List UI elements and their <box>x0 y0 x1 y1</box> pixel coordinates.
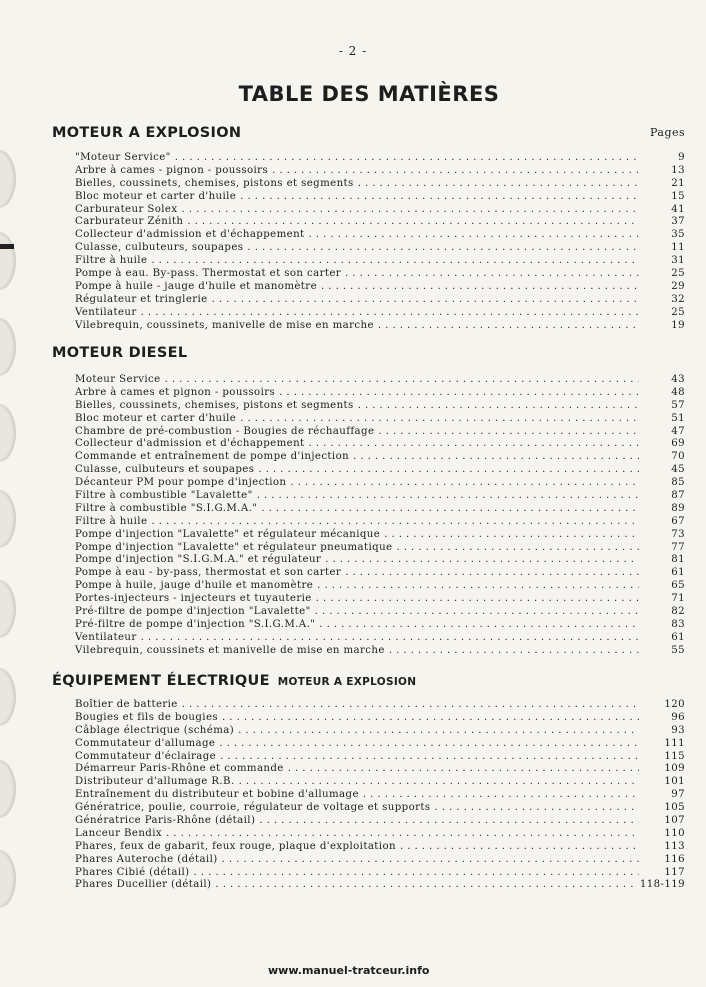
dot-leader <box>345 567 639 580</box>
dot-leader <box>182 204 639 217</box>
toc-entry <box>75 776 685 789</box>
toc-entry-label: Moteur Service <box>75 373 161 385</box>
binder-hole <box>0 404 16 462</box>
toc-entry <box>75 789 685 802</box>
toc-entry <box>75 464 685 477</box>
toc-entry <box>75 191 685 204</box>
toc-entry <box>75 542 685 555</box>
toc-entry <box>75 320 685 333</box>
toc-entry-page: 109 <box>664 763 685 775</box>
dot-leader <box>353 451 639 464</box>
toc-entry-page: 113 <box>664 840 685 852</box>
toc-entry-label: Pré-filtre de pompe d'injection "Lavalette" <box>75 606 311 618</box>
toc-entry-label: Démarreur Paris-Rhône et commande <box>75 763 284 775</box>
toc-entry-label: Commutateur d'allumage <box>75 737 216 749</box>
dot-leader <box>175 152 639 165</box>
toc-entry-page: 105 <box>664 802 685 814</box>
toc-entry <box>75 593 685 606</box>
toc-entry <box>75 374 685 387</box>
toc-entry <box>75 307 685 320</box>
toc-entry <box>75 516 685 529</box>
dot-leader <box>321 281 639 294</box>
edge-mark <box>0 244 14 249</box>
toc-entry-page: 70 <box>671 451 685 463</box>
toc-entry <box>75 281 685 294</box>
toc-entry-label: Arbre à cames - pignon - poussoirs <box>75 164 269 176</box>
dot-leader <box>238 725 639 738</box>
section-subtitle: MOTEUR A EXPLOSION <box>277 676 417 688</box>
toc-entry-page: 83 <box>671 618 685 630</box>
dot-leader <box>239 776 639 789</box>
toc-entry-label: Culasse, culbuteurs, soupapes <box>75 242 244 254</box>
toc-entry-page: 11 <box>671 242 685 254</box>
toc-entry <box>75 477 685 490</box>
toc-entry <box>75 438 685 451</box>
dot-leader <box>309 438 639 451</box>
dot-leader <box>219 738 639 751</box>
toc-entry-label: Phares Auteroche (détail) <box>75 853 218 865</box>
toc-entry-page: 82 <box>671 606 685 618</box>
toc-entry <box>75 165 685 178</box>
toc-entry <box>75 712 685 725</box>
toc-entry-page: 25 <box>671 268 685 279</box>
toc-entry-page: 93 <box>671 724 685 736</box>
dot-leader <box>325 554 639 567</box>
toc-entry-page: 32 <box>671 293 685 305</box>
toc-entry-label: Bloc moteur et carter d'huile <box>75 190 237 202</box>
dot-leader <box>247 242 639 255</box>
toc-entry-label: Phares, feux de gabarit, feux rouge, plaque d'exploitation <box>75 840 396 852</box>
toc-entry-page: 15 <box>671 190 685 202</box>
dot-leader <box>345 268 639 281</box>
toc-entry-label: Commande et entraînement de pompe d'injection <box>75 451 350 463</box>
dot-leader <box>215 879 635 892</box>
dot-leader <box>272 165 639 178</box>
toc-entry-page: 115 <box>664 750 685 762</box>
section-title-moteur-diesel: MOTEUR DIESEL <box>52 345 188 361</box>
dot-leader <box>400 841 639 854</box>
binder-hole <box>0 150 16 208</box>
page-title: TABLE DES MATIÈRES <box>238 82 500 106</box>
dot-leader <box>151 255 639 268</box>
toc-entry-page: 69 <box>671 438 685 450</box>
dot-leader <box>317 580 639 593</box>
dot-leader <box>259 815 639 828</box>
toc-entry <box>75 841 685 854</box>
toc-entry-label: Génératrice, poulie, courroie, régulateur de voltage et supports <box>75 802 431 814</box>
toc-entry-label: Entraînement du distributeur et bobine d'allumage <box>75 789 359 801</box>
toc-entry <box>75 294 685 307</box>
toc-entry-label: Ventilateur <box>75 306 137 318</box>
toc-entry <box>75 802 685 815</box>
toc-entry-page: 41 <box>671 203 685 215</box>
dot-leader <box>378 320 639 333</box>
toc-entry <box>75 152 685 165</box>
toc-entry-label: Filtre à huile <box>75 255 148 267</box>
toc-list-moteur-diesel <box>75 374 685 658</box>
toc-entry <box>75 619 685 632</box>
toc-entry <box>75 879 685 892</box>
toc-entry-page: 107 <box>664 815 685 826</box>
dot-leader <box>309 229 639 242</box>
toc-entry-page: 51 <box>671 412 685 424</box>
toc-entry-page: 25 <box>671 306 685 318</box>
dot-leader <box>182 699 639 712</box>
toc-entry <box>75 867 685 880</box>
toc-entry <box>75 567 685 580</box>
toc-entry <box>75 387 685 400</box>
toc-entry-page: 29 <box>671 280 685 292</box>
toc-entry <box>75 255 685 268</box>
toc-entry-page: 101 <box>664 776 685 788</box>
dot-leader <box>212 294 639 307</box>
toc-entry-label: Collecteur d'admission et d'échappement <box>75 229 305 241</box>
toc-entry <box>75 268 685 281</box>
binder-hole <box>0 668 16 726</box>
toc-entry-page: 67 <box>671 515 685 527</box>
toc-entry-label: Bloc moteur et carter d'huile <box>75 412 237 424</box>
dot-leader <box>389 645 639 658</box>
toc-entry-label: "Moteur Service" <box>75 151 171 163</box>
toc-entry-page: 55 <box>671 644 685 656</box>
toc-entry-label: Câblage électrique (schéma) <box>75 724 235 736</box>
toc-entry-page: 118-119 <box>639 879 685 891</box>
binder-hole <box>0 490 16 548</box>
toc-entry-label: Filtre à huile <box>75 515 148 527</box>
toc-entry-label: Carburateur Zénith <box>75 216 184 228</box>
toc-entry-label: Distributeur d'allumage R.B. <box>75 776 235 788</box>
toc-entry <box>75 854 685 867</box>
toc-list-moteur-explosion <box>75 152 685 332</box>
toc-entry <box>75 815 685 828</box>
toc-entry-label: Culasse, culbuteurs et soupapes <box>75 464 255 476</box>
dot-leader <box>194 867 639 880</box>
binder-hole <box>0 760 16 818</box>
toc-entry-page: 37 <box>671 216 685 228</box>
toc-entry-page: 77 <box>671 541 685 553</box>
toc-entry-label: Phares Cibié (détail) <box>75 866 190 878</box>
dot-leader <box>141 632 639 645</box>
toc-entry <box>75 216 685 229</box>
toc-entry-page: 120 <box>664 698 685 710</box>
toc-entry-label: Bielles, coussinets, chemises, pistons et segments <box>75 177 354 189</box>
dot-leader <box>222 854 639 867</box>
footer-url: www.manuel-tratceur.info <box>268 964 430 977</box>
toc-entry <box>75 529 685 542</box>
dot-leader <box>378 426 639 439</box>
dot-leader <box>288 763 639 776</box>
dot-leader <box>151 516 639 529</box>
toc-entry <box>75 426 685 439</box>
toc-entry <box>75 242 685 255</box>
toc-entry-label: Pompe à huile, jauge d'huile et manomètre <box>75 580 314 592</box>
toc-entry-label: Pompe d'injection "Lavalette" et régulateur pneumatique <box>75 541 393 553</box>
dot-leader <box>166 828 639 841</box>
toc-entry-label: Vilebrequin, coussinets et manivelle de mise en marche <box>75 644 385 656</box>
toc-entry-label: Carburateur Solex <box>75 203 178 215</box>
toc-entry-page: 117 <box>664 866 685 878</box>
toc-entry <box>75 490 685 503</box>
dot-leader <box>187 216 639 229</box>
toc-entry-label: Pompe d'injection "S.I.G.M.A." et régulateur <box>75 554 322 566</box>
dot-leader <box>316 593 639 606</box>
toc-entry <box>75 413 685 426</box>
toc-entry-page: 19 <box>671 319 685 331</box>
dot-leader <box>240 413 639 426</box>
toc-entry-page: 87 <box>671 490 685 501</box>
toc-entry-page: 45 <box>671 464 685 476</box>
binder-hole <box>0 232 16 290</box>
dot-leader <box>220 751 639 764</box>
toc-entry <box>75 828 685 841</box>
toc-entry-page: 97 <box>671 789 685 801</box>
toc-entry <box>75 725 685 738</box>
toc-list-equipement-electrique <box>75 699 685 892</box>
dot-leader <box>315 606 639 619</box>
toc-entry <box>75 451 685 464</box>
page-number: - 2 - <box>338 44 368 58</box>
toc-entry <box>75 645 685 658</box>
toc-entry-label: Vilebrequin, coussinets, manivelle de mise en marche <box>75 319 374 331</box>
dot-leader <box>290 477 639 490</box>
toc-entry-label: Commutateur d'éclairage <box>75 750 217 762</box>
toc-entry <box>75 580 685 593</box>
binder-hole <box>0 580 16 638</box>
toc-entry-label: Pré-filtre de pompe d'injection "S.I.G.M.A." <box>75 618 316 630</box>
toc-entry-label: Phares Ducellier (détail) <box>75 879 212 891</box>
toc-entry-label: Régulateur et tringlerie <box>75 293 208 305</box>
dot-leader <box>435 802 639 815</box>
toc-entry-label: Lanceur Bendix <box>75 827 163 839</box>
binder-hole <box>0 318 16 376</box>
dot-leader <box>358 178 639 191</box>
toc-entry <box>75 632 685 645</box>
section-title-moteur-explosion: MOTEUR A EXPLOSION <box>52 125 242 141</box>
toc-entry-label: Pompe d'injection "Lavalette" et régulateur mécanique <box>75 528 381 540</box>
toc-entry <box>75 763 685 776</box>
toc-entry-page: 35 <box>671 229 685 241</box>
toc-entry-label: Pompe à huile - jauge d'huile et manomètre <box>75 280 318 292</box>
toc-entry <box>75 554 685 567</box>
binder-hole <box>0 850 16 908</box>
toc-entry-label: Bougies et fils de bougies <box>75 711 219 723</box>
toc-entry-label: Pompe à eau. By-pass. Thermostat et son carter <box>75 268 342 279</box>
toc-entry-page: 31 <box>671 255 685 267</box>
toc-entry-label: Boîtier de batterie <box>75 698 178 710</box>
dot-leader <box>384 529 639 542</box>
toc-entry-label: Bielles, coussinets, chemises, pistons et segments <box>75 399 354 411</box>
toc-entry-page: 43 <box>671 373 685 385</box>
toc-entry-page: 47 <box>671 425 685 437</box>
toc-entry-page: 96 <box>671 711 685 723</box>
toc-entry-label: Collecteur d'admission et d'échappement <box>75 438 305 450</box>
toc-entry-page: 89 <box>671 502 685 514</box>
toc-entry-label: Génératrice Paris-Rhône (détail) <box>75 815 256 826</box>
toc-entry-page: 9 <box>678 151 685 163</box>
toc-entry <box>75 178 685 191</box>
dot-leader <box>358 400 639 413</box>
toc-entry <box>75 204 685 217</box>
toc-entry <box>75 699 685 712</box>
toc-entry-page: 61 <box>671 631 685 643</box>
dot-leader <box>165 374 639 387</box>
toc-entry-label: Chambre de pré-combustion - Bougies de réchauffage <box>75 425 375 437</box>
toc-entry-page: 13 <box>671 164 685 176</box>
dot-leader <box>279 387 639 400</box>
dot-leader <box>261 503 639 516</box>
dot-leader <box>141 307 639 320</box>
toc-entry-page: 81 <box>671 554 685 566</box>
toc-entry <box>75 606 685 619</box>
toc-entry-page: 73 <box>671 528 685 540</box>
toc-entry-page: 85 <box>671 477 685 489</box>
pages-column-label: Pages <box>650 126 686 139</box>
dot-leader <box>257 490 639 503</box>
dot-leader <box>396 542 639 555</box>
toc-entry-label: Pompe à eau - by-pass, thermostat et son carter <box>75 567 342 579</box>
dot-leader <box>363 789 639 802</box>
toc-entry-page: 110 <box>664 827 685 839</box>
toc-entry <box>75 751 685 764</box>
toc-entry-page: 57 <box>671 399 685 411</box>
toc-entry-label: Décanteur PM pour pompe d'injection <box>75 477 287 489</box>
toc-entry-label: Portes-injecteurs - injecteurs et tuyauterie <box>75 593 312 605</box>
dot-leader <box>240 191 639 204</box>
dot-leader <box>258 464 639 477</box>
toc-entry-page: 65 <box>671 580 685 592</box>
toc-entry-label: Ventilateur <box>75 631 137 643</box>
toc-entry <box>75 400 685 413</box>
toc-entry-page: 48 <box>671 386 685 398</box>
dot-leader <box>222 712 639 725</box>
toc-entry-page: 111 <box>664 737 685 749</box>
toc-entry-page: 71 <box>671 593 685 605</box>
toc-entry <box>75 503 685 516</box>
toc-entry-label: Filtre à combustible "Lavalette" <box>75 490 253 501</box>
section-title-equipement-electrique: ÉQUIPEMENT ÉLECTRIQUE MOTEUR A EXPLOSION <box>52 673 417 689</box>
toc-entry <box>75 229 685 242</box>
toc-entry-label: Arbre à cames et pignon - poussoirs <box>75 386 276 398</box>
toc-entry-page: 21 <box>671 177 685 189</box>
dot-leader <box>319 619 639 632</box>
toc-entry-page: 61 <box>671 567 685 579</box>
toc-entry-page: 116 <box>664 853 685 865</box>
toc-entry <box>75 738 685 751</box>
toc-entry-label: Filtre à combustible "S.I.G.M.A." <box>75 502 258 514</box>
